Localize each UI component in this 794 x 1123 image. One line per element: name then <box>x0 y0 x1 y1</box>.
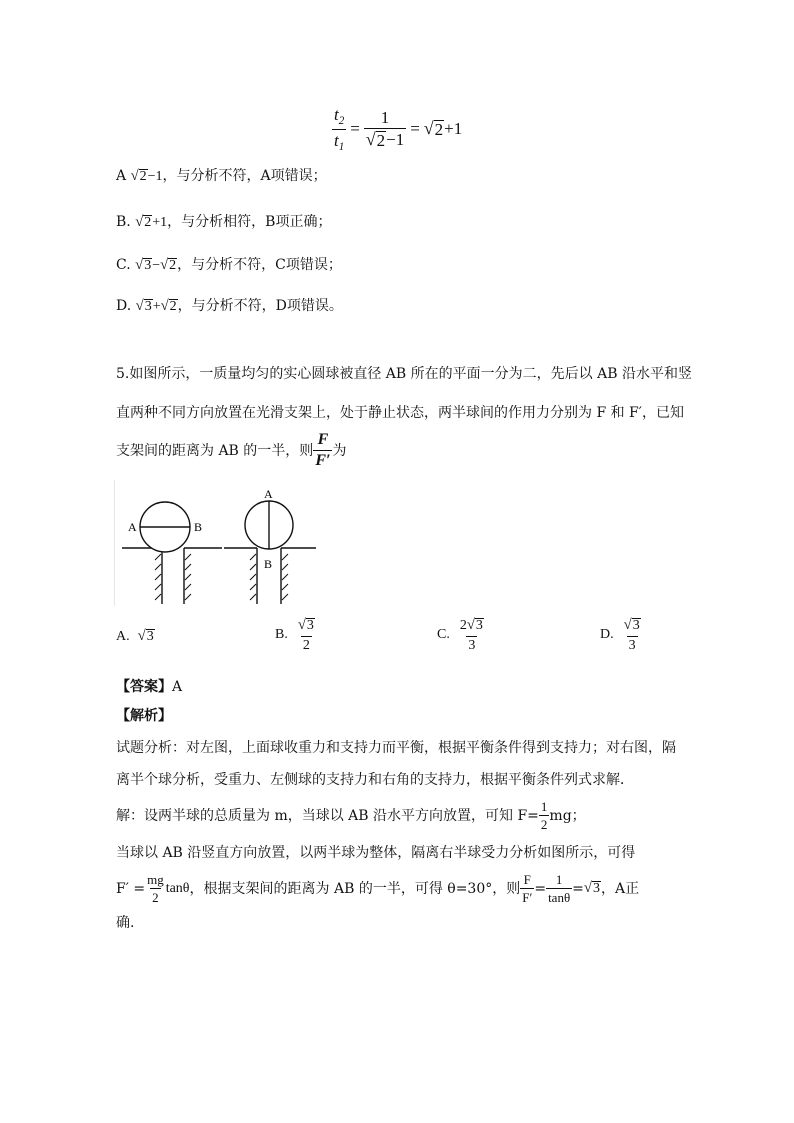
left-label-a: A <box>128 520 137 534</box>
answer-option-b: B. √ 3 2 <box>275 617 314 653</box>
root2-plus1: √ 2 +1 <box>423 118 463 140</box>
answer-option-a: A. √ 3 <box>116 628 154 645</box>
prev-option-d: D. √ 3 + √ 2 ，与分析不符，D项错误。 <box>116 298 343 314</box>
analysis-line-1: 试题分析：对左图，上面球收重力和支持力而平衡，根据平衡条件得到支持力；对右图，隔 <box>116 740 676 756</box>
analysis-tag: 【解析】 <box>116 708 172 724</box>
ratio-t2-t1: $\frac{t_2}{t_1}$ <box>334 105 345 153</box>
left-label-b: B <box>194 520 203 534</box>
analysis-line-6: 确. <box>116 915 135 931</box>
answer-option-d: D. √ 3 3 <box>600 617 640 653</box>
analysis-line-5: F′ = $\frac{mg}{2}$ tanθ ，根据支架间的距离为 AB 的一半，可得 θ=30°，则 $\frac{F}{F'}$ = $\frac{1}{\tan\theta}$ = √ 3 ，A正 <box>116 872 640 905</box>
analysis-line-4: 当球以 AB 沿竖直方向放置，以两半球为整体，隔离右半球受力分析如图所示，可得 <box>116 845 636 861</box>
prev-option-c: C. √ 3 − √ 2 ，与分析不符，C项错误； <box>116 257 342 273</box>
prev-option-b: B. √ 2 +1，与分析相符，B项正确； <box>116 214 332 230</box>
answer-line: 【答案】A <box>116 679 183 695</box>
answer-option-c: C. 2 √ 3 3 <box>437 617 483 653</box>
question-line-1: 5.如图所示，一质量均匀的实心圆球被直径 AB 所在的平面一分为二，先后以 AB 沿水平和竖 <box>116 366 692 382</box>
prev-option-a: A √ 2 −1，与分析不符，A项错误； <box>116 168 327 184</box>
analysis-line-3: 解：设两半球的总质量为 m，当球以 AB 沿水平方向放置，可知 F= $\frac{1}{2}$ mg； <box>116 799 586 832</box>
analysis-line-2: 离半个球分析，受重力、左侧球的支持力和右角的支持力，根据平衡条件列式求解． <box>116 772 634 788</box>
one-over-root2-minus1: 1 √ 2 −1 <box>365 107 405 150</box>
right-label-a: A <box>264 487 273 501</box>
question-line-3: 支架间的距离为 AB 的一半，则 $\frac{F}{F'}$ 为 <box>116 431 347 469</box>
top-equation: $\frac{t_2}{t_1}$ = 1 √ 2 −1 = √ 2 +1 <box>334 105 463 153</box>
question-line-2: 直两种不同方向放置在光滑支架上，处于静止状态，两半球间的作用力分别为 F 和 F′，已知 <box>116 405 684 421</box>
figure-hemispheres <box>114 480 326 606</box>
f-ratio: $\frac{F}{F'}$ <box>315 431 331 469</box>
right-label-b: B <box>264 557 273 571</box>
